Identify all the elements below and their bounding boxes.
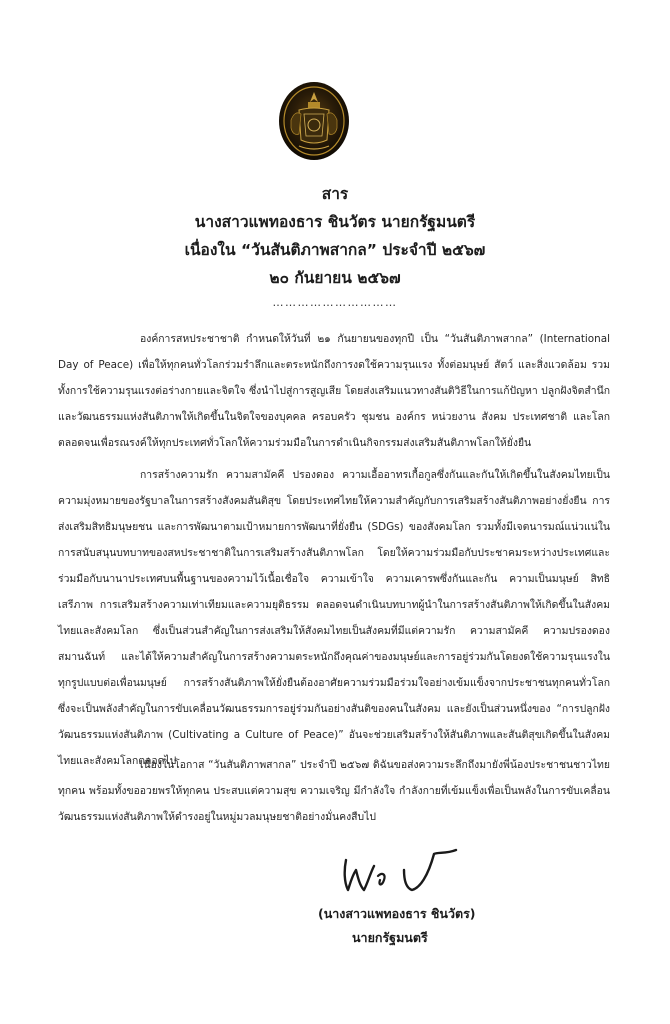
letter-date: ๒๐ กันยายน ๒๕๖๗ [269,269,401,287]
body-paragraph-3-container [58,752,610,830]
section-divider: ………………………… [272,296,398,309]
signatory-name: (นางสาวแพทองธาร ชินวัตร) [318,906,476,921]
body-paragraph-3: เนื่องในโอกาส “วันสันติภาพสากล” ประจำปี ๒๕๖๗ ดิฉันขอส่งความระลึกถึงมายังพี่น้องประชาชนชาวไทยทุกคน พร้อมทั้งขออวยพรให้ทุกคน ประสบแต่ความสุข ความเจริญ มีกำลังใจ กำลังกายที่เข้มแข็งเพื่อเป็นพลังในการขับเคลื่อนวัฒนธรรมแห่งสันติภาพให้ดำรงอยู่ในหมู่มวลมนุษยชาติอย่างมั่นคงสืบไป [58,759,610,823]
body-paragraph-2-container [58,462,610,774]
letter-title: สาร [321,185,349,203]
body-paragraph-2: การสร้างความรัก ความสามัคคี ปรองดอง ความเอื้ออาทรเกื้อกูลซึ่งกันและกันให้เกิดขึ้นในสังคมไทยเป็นความมุ่งหมายของรัฐบาลในการสร้างสังคมสันติสุข โดยประเทศไทยให้ความสำคัญกับการเสริมสร้างสันติภาพอย่างยั่งยืน การส่งเสริมสิทธิมนุษยชน และการพัฒนาตามเป้าหมายการพัฒนาที่ยั่งยืน (SDGs) ของสังคมโลก รวมทั้งมีเจตนารมณ์แน่วแน่ในการสนับสนุนบทบาทของสหประชาชาติในการเสริมสร้างสันติภาพโลก โดยให้ความร่วมมือกับประชาคมระหว่างประเทศและร่วมมือกับนานาประเทศบนพื้นฐานของความไว้เนื้อเชื่อใจ ความเข้าใจ ความเคารพซึ่งกันและกัน ความเป็นมนุษย์ สิทธิเสรีภาพ การเสริมสร้างความเท่าเทียมและความยุติธรรม ตลอดจนดำเนินบทบาทผู้นำในการสร้างสันติภาพให้เกิดขึ้นในสังคมไทยและสังคมโลก ซึ่งเป็นส่วนสำคัญในการส่งเสริมให้สังคมไทยเป็นสังคมที่มีแต่ความรัก ความสามัคคี ความปรองดอง สมานฉันท์ และได้ให้ความสำคัญในการสร้างความตระหนักถึงคุณค่าของมนุษย์และการอยู่ร่วมกันโดยงดใช้ความรุนแรงในทุกรูปแบบต่อเพื่อนมนุษย์ การสร้างสันติภาพให้ยั่งยืนต้องอาศัยความร่วมมือร่วมใจอย่างเข้มแข็งจากประชาชนทุกคนทั่วโลก ซึ่งจะเป็นพลังสำคัญในการขับเคลื่อนวัฒนธรรมการอยู่ร่วมกันอย่างสันติของคนในสังคม และยังเป็นส่วนหนึ่งของ “การปลูกฝังวัฒนธรรมแห่งสันติภาพ (Cultivating a Culture of Peace)” อันจะช่วยเสริมสร้างให้สันติภาพและสันติสุขเกิดขึ้นในสังคมไทยและสังคมโลกตลอดไป [58,469,610,767]
letter-sender: นางสาวแพทองธาร ชินวัตร นายกรัฐมนตรี [194,213,476,231]
letter-header [0,180,670,292]
signatory-title: นายกรัฐมนตรี [352,930,428,945]
government-seal-icon [277,80,351,162]
letter-occasion: เนื่องใน “วันสันติภาพสากล” ประจำปี ๒๕๖๗ [184,241,486,259]
body-paragraph-1: องค์การสหประชาชาติ กำหนดให้วันที่ ๒๑ กันยายนของทุกปี เป็น “วันสันติภาพสากล” (International Day of Peace) เพื่อให้ทุกคนทั่วโลกร่วมรำลึกและตระหนักถึงการงดใช้ความรุนแรง ทั้งต่อมนุษย์ สัตว์ และสิ่งแวดล้อม รวมทั้งการใช้ความรุนแรงต่อร่างกายและจิตใจ ซึ่งนำไปสู่การสูญเสีย โดยส่งเสริมแนวทางสันติวิธีในการแก้ปัญหา ปลูกฝังจิตสำนึกและวัฒนธรรมแห่งสันติภาพให้เกิดขึ้นในจิตใจของบุคคล ครอบครัว ชุมชน องค์กร หน่วยงาน สังคม ประเทศชาติ และโลก ตลอดจนเพื่อรณรงค์ให้ทุกประเทศทั่วโลกให้ความร่วมมือในการดำเนินกิจกรรมส่งเสริมสันติภาพโลกให้ยั่งยืน [58,333,610,449]
handwritten-signature [338,840,478,898]
body-paragraph-1-container [58,326,610,456]
